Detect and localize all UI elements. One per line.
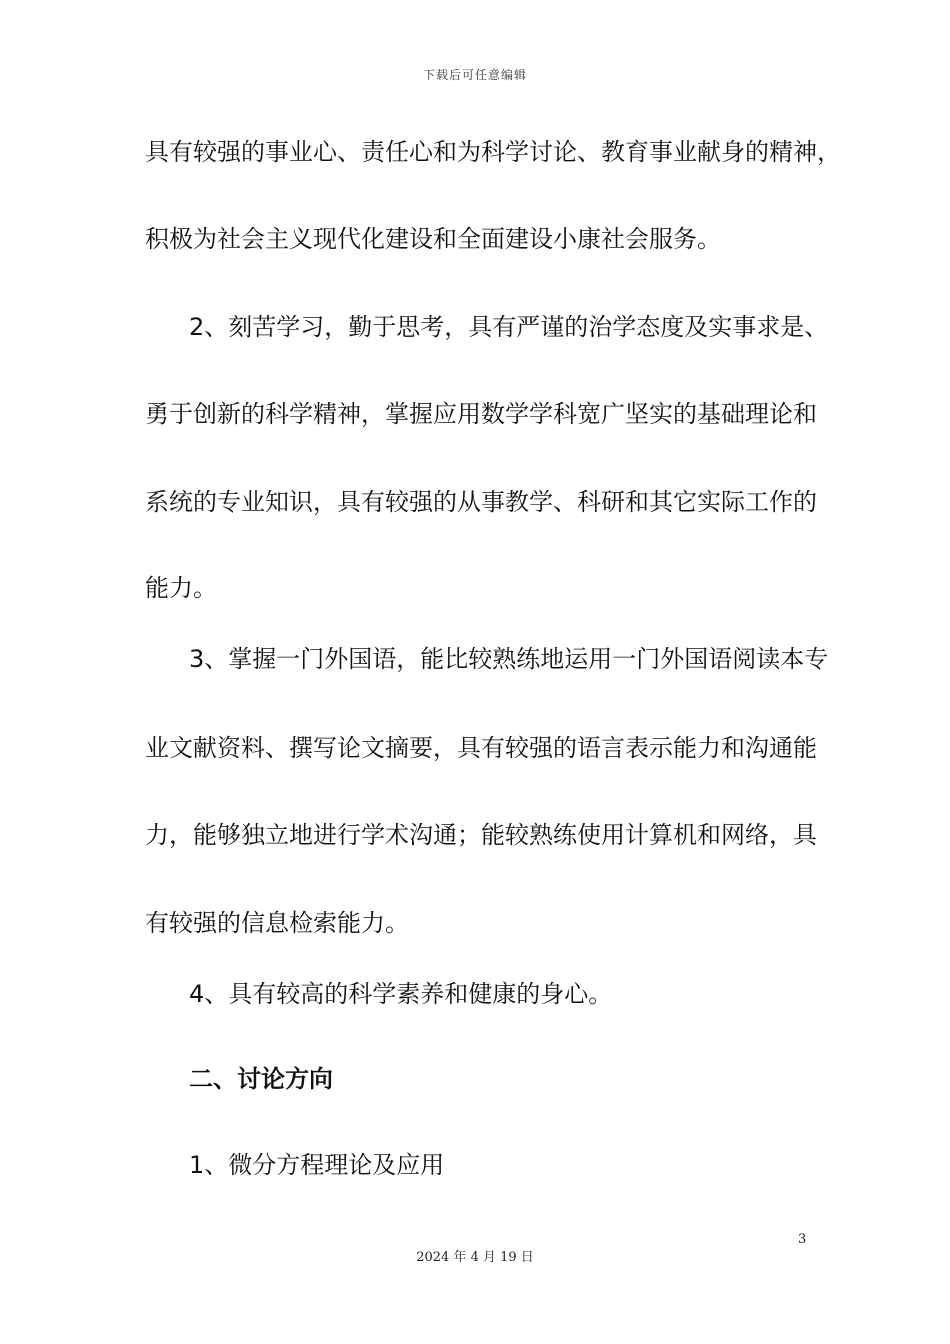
paragraph-3-start: 3、掌握一门外国语，能比较熟练地运用一门外国语阅读本专 [189, 645, 829, 673]
body-line: 能力。 [145, 574, 217, 602]
paragraph-4: 4、具有较高的科学素养和健康的身心。 [189, 980, 613, 1008]
body-line: 勇于创新的科学精神，掌握应用数学学科宽广坚实的基础理论和 [145, 400, 817, 428]
paragraph-2-start: 2、刻苦学习，勤于思考，具有严谨的治学态度及实事求是、 [189, 313, 829, 341]
body-line: 业文献资料、撰写论文摘要，具有较强的语言表示能力和沟通能 [145, 734, 817, 762]
body-line: 具有较强的事业心、责任心和为科学讨论、教育事业献身的精神， [145, 138, 841, 166]
subsection-item: 1、微分方程理论及应用 [189, 1151, 445, 1179]
page-number: 3 [798, 1232, 807, 1247]
body-line: 积极为社会主义现代化建设和全面建设小康社会服务。 [145, 225, 721, 253]
body-line: 有较强的信息检索能力。 [145, 909, 409, 937]
body-line: 力，能够独立地进行学术沟通；能较熟练使用计算机和网络，具 [145, 821, 817, 849]
section-heading: 二、讨论方向 [189, 1065, 333, 1093]
footer-date: 2024 年 4 月 19 日 [416, 1250, 534, 1265]
body-line: 系统的专业知识，具有较强的从事教学、科研和其它实际工作的 [145, 488, 817, 516]
header-note: 下载后可任意编辑 [422, 68, 527, 82]
